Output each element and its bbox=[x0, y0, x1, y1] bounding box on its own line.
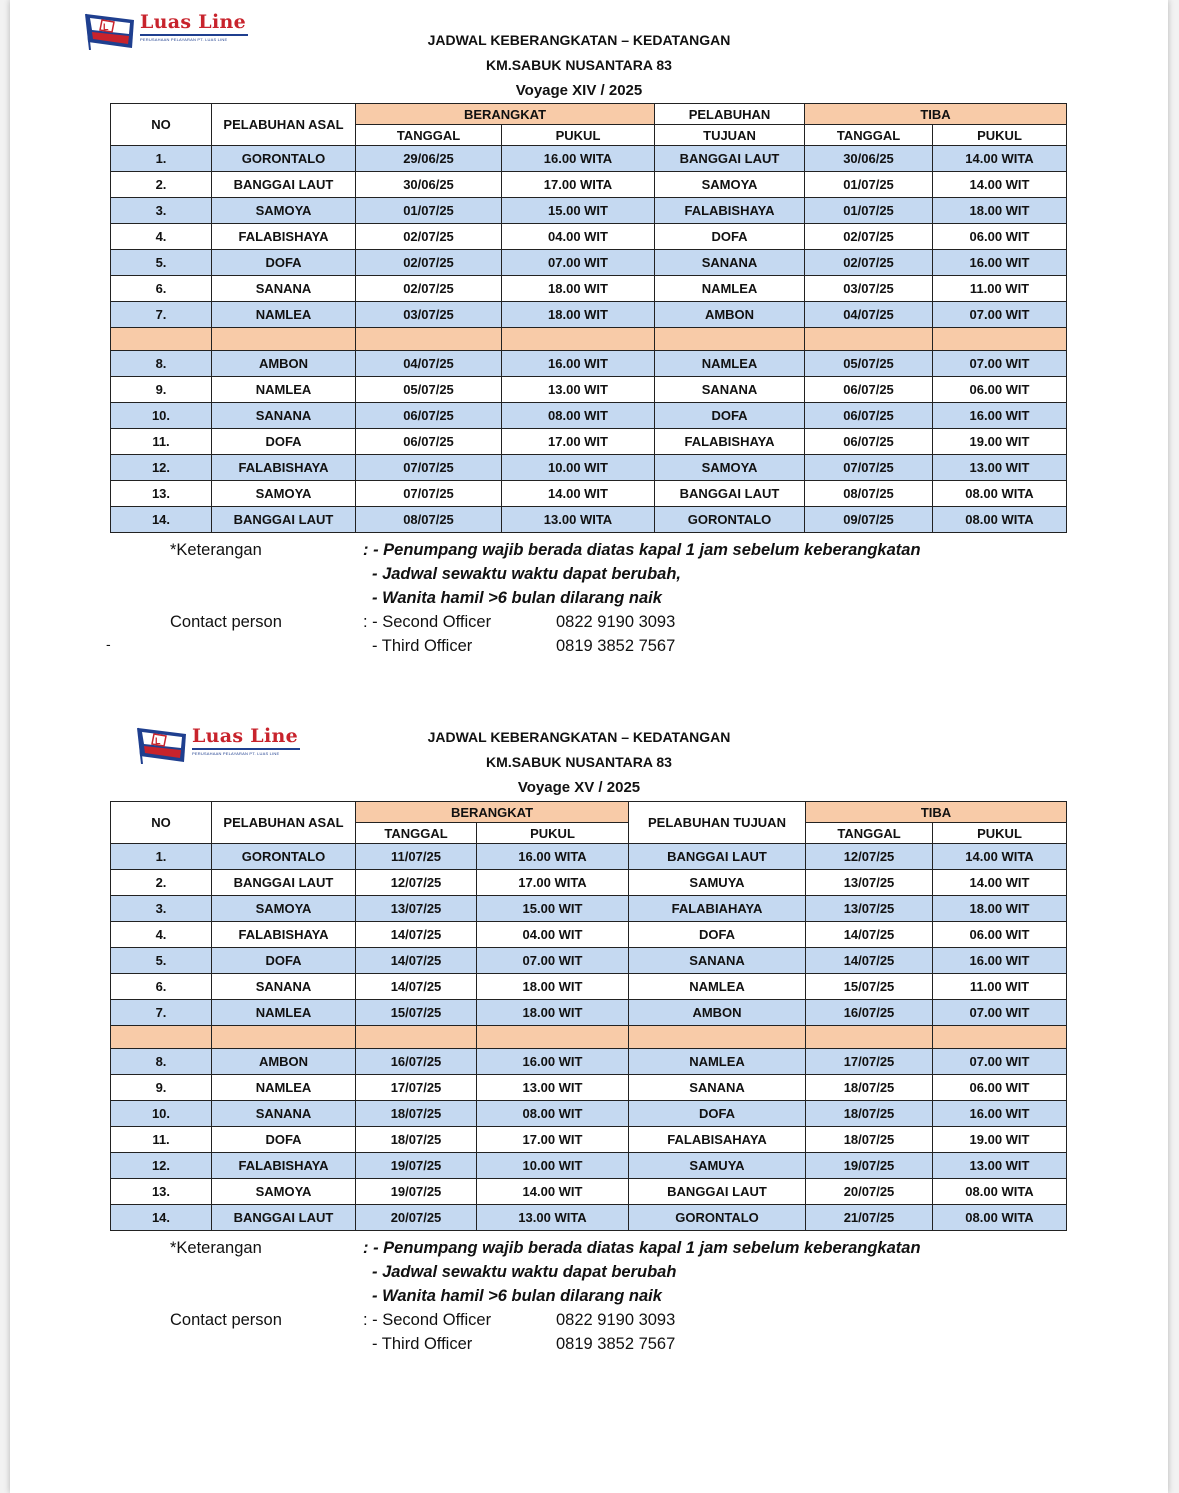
table-row bbox=[111, 198, 1067, 224]
cell-no: 4. bbox=[111, 922, 212, 948]
col-header-arr-date: TANGGAL bbox=[806, 823, 933, 844]
cell-origin: FALABISHAYA bbox=[212, 455, 356, 481]
cell-arr-date: 06/07/25 bbox=[805, 403, 933, 429]
cell-dep-time: 13.00 WITA bbox=[477, 1205, 629, 1231]
cell-dep-date: 07/07/25 bbox=[356, 455, 502, 481]
contact-1-role: : - Second Officer bbox=[363, 613, 492, 631]
cell-no: 3. bbox=[111, 198, 212, 224]
cell-dep-date: 14/07/25 bbox=[356, 922, 477, 948]
cell-dep-date: 04/07/25 bbox=[356, 351, 502, 377]
col-header-dest: PELABUHAN TUJUAN bbox=[629, 802, 806, 844]
contact-1-phone: 0822 9190 3093 bbox=[556, 613, 676, 631]
cell-origin: GORONTALO bbox=[212, 844, 356, 870]
schedule-rows-return bbox=[111, 351, 1067, 533]
cell-arr-date: 18/07/25 bbox=[806, 1101, 933, 1127]
cell-arr-time: 14.00 WIT bbox=[933, 870, 1067, 896]
cell-arr-date: 16/07/25 bbox=[806, 1000, 933, 1026]
cell-dep-date: 14/07/25 bbox=[356, 948, 477, 974]
cell-dep-date: 20/07/25 bbox=[356, 1205, 477, 1231]
cell-no: 13. bbox=[111, 481, 212, 507]
contact-2-role: - Third Officer bbox=[372, 637, 473, 655]
cell-no: 6. bbox=[111, 974, 212, 1000]
cell-dep-date: 12/07/25 bbox=[356, 870, 477, 896]
cell-dep-time: 15.00 WIT bbox=[477, 896, 629, 922]
cell-destination: FALABISAHAYA bbox=[629, 1127, 806, 1153]
cell-no: 7. bbox=[111, 302, 212, 328]
voyage-number: Voyage XIV / 2025 bbox=[515, 82, 643, 99]
ship-name: KM.SABUK NUSANTARA 83 bbox=[486, 57, 672, 73]
cell-dep-time: 08.00 WIT bbox=[502, 403, 655, 429]
cell-arr-date: 06/07/25 bbox=[805, 429, 933, 455]
cell-destination: SAMOYA bbox=[655, 455, 805, 481]
cell-arr-date: 19/07/25 bbox=[806, 1153, 933, 1179]
cell-dep-date: 05/07/25 bbox=[356, 377, 502, 403]
table-row bbox=[111, 1101, 1067, 1127]
schedule-separator bbox=[111, 1026, 1067, 1049]
cell-dep-date: 07/07/25 bbox=[356, 481, 502, 507]
table-row bbox=[111, 1000, 1067, 1026]
cell-origin: NAMLEA bbox=[212, 377, 356, 403]
table-row bbox=[111, 224, 1067, 250]
cell-no: 9. bbox=[111, 377, 212, 403]
cell-arr-time: 06.00 WIT bbox=[933, 922, 1067, 948]
cell-no: 1. bbox=[111, 844, 212, 870]
cell-destination: BANGGAI LAUT bbox=[655, 481, 805, 507]
contact-label: Contact person bbox=[170, 613, 282, 631]
stray-dash: - bbox=[106, 636, 111, 652]
cell-dep-time: 13.00 WIT bbox=[477, 1075, 629, 1101]
cell-arr-time: 06.00 WIT bbox=[933, 1075, 1067, 1101]
cell-dep-time: 13.00 WITA bbox=[502, 507, 655, 533]
cell-dep-time: 17.00 WIT bbox=[477, 1127, 629, 1153]
cell-dep-time: 10.00 WIT bbox=[477, 1153, 629, 1179]
cell-dep-date: 29/06/25 bbox=[356, 146, 502, 172]
cell-arr-date: 14/07/25 bbox=[806, 922, 933, 948]
cell-dep-time: 07.00 WIT bbox=[502, 250, 655, 276]
cell-arr-time: 16.00 WIT bbox=[933, 403, 1067, 429]
col-header-dep-date: TANGGAL bbox=[356, 823, 477, 844]
col-header-origin: PELABUHAN ASAL bbox=[212, 104, 356, 146]
cell-arr-time: 16.00 WIT bbox=[933, 948, 1067, 974]
cell-destination: DOFA bbox=[655, 403, 805, 429]
cell-destination: DOFA bbox=[629, 1101, 806, 1127]
cell-arr-date: 17/07/25 bbox=[806, 1049, 933, 1075]
col-header-dest-top: PELABUHAN bbox=[655, 104, 805, 125]
table-row bbox=[111, 429, 1067, 455]
cell-no: 9. bbox=[111, 1075, 212, 1101]
cell-dep-date: 02/07/25 bbox=[356, 276, 502, 302]
cell-dep-date: 16/07/25 bbox=[356, 1049, 477, 1075]
table-row bbox=[111, 146, 1067, 172]
cell-destination: BANGGAI LAUT bbox=[655, 146, 805, 172]
cell-arr-time: 06.00 WIT bbox=[933, 377, 1067, 403]
cell-arr-date: 18/07/25 bbox=[806, 1127, 933, 1153]
cell-dep-date: 02/07/25 bbox=[356, 250, 502, 276]
cell-arr-date: 04/07/25 bbox=[805, 302, 933, 328]
cell-no: 11. bbox=[111, 429, 212, 455]
table-row bbox=[111, 844, 1067, 870]
cell-no: 14. bbox=[111, 507, 212, 533]
schedule-rows-outbound bbox=[111, 146, 1067, 328]
col-header-dep-date: TANGGAL bbox=[356, 125, 502, 146]
cell-arr-date: 05/07/25 bbox=[805, 351, 933, 377]
cell-destination: GORONTALO bbox=[655, 507, 805, 533]
table-row bbox=[111, 377, 1067, 403]
cell-arr-time: 07.00 WIT bbox=[933, 351, 1067, 377]
cell-arr-time: 13.00 WIT bbox=[933, 455, 1067, 481]
cell-dep-date: 19/07/25 bbox=[356, 1153, 477, 1179]
col-header-arr-time: PUKUL bbox=[933, 823, 1067, 844]
cell-dep-date: 18/07/25 bbox=[356, 1127, 477, 1153]
cell-origin: FALABISHAYA bbox=[212, 1153, 356, 1179]
schedule-title: JADWAL KEBERANGKATAN – KEDATANGAN bbox=[427, 729, 731, 745]
cell-dep-time: 13.00 WIT bbox=[502, 377, 655, 403]
cell-origin: DOFA bbox=[212, 429, 356, 455]
cell-arr-date: 18/07/25 bbox=[806, 1075, 933, 1101]
cell-no: 5. bbox=[111, 948, 212, 974]
cell-dep-date: 19/07/25 bbox=[356, 1179, 477, 1205]
contact-2-phone: 0819 3852 7567 bbox=[556, 1335, 676, 1353]
cell-arr-time: 07.00 WIT bbox=[933, 302, 1067, 328]
cell-origin: DOFA bbox=[212, 948, 356, 974]
cell-dep-date: 11/07/25 bbox=[356, 844, 477, 870]
cell-no: 5. bbox=[111, 250, 212, 276]
col-header-depart: BERANGKAT bbox=[356, 104, 655, 125]
cell-origin: NAMLEA bbox=[212, 1000, 356, 1026]
cell-arr-time: 11.00 WIT bbox=[933, 974, 1067, 1000]
cell-origin: BANGGAI LAUT bbox=[212, 172, 356, 198]
cell-arr-date: 21/07/25 bbox=[806, 1205, 933, 1231]
table-row bbox=[111, 948, 1067, 974]
cell-arr-time: 14.00 WITA bbox=[933, 844, 1067, 870]
cell-dep-time: 14.00 WIT bbox=[502, 481, 655, 507]
document-page bbox=[10, 0, 1168, 1493]
cell-arr-date: 07/07/25 bbox=[805, 455, 933, 481]
cell-no: 12. bbox=[111, 455, 212, 481]
cell-dep-date: 15/07/25 bbox=[356, 1000, 477, 1026]
cell-origin: FALABISHAYA bbox=[212, 922, 356, 948]
cell-no: 8. bbox=[111, 351, 212, 377]
col-header-dest-bottom: TUJUAN bbox=[655, 125, 805, 146]
cell-no: 10. bbox=[111, 1101, 212, 1127]
cell-dep-date: 30/06/25 bbox=[356, 172, 502, 198]
table-row bbox=[111, 922, 1067, 948]
cell-arr-time: 08.00 WITA bbox=[933, 1179, 1067, 1205]
cell-dep-date: 08/07/25 bbox=[356, 507, 502, 533]
note-line-3: - Wanita hamil >6 bulan dilarang naik bbox=[372, 1287, 662, 1305]
svg-text:L: L bbox=[155, 736, 161, 746]
ship-name: KM.SABUK NUSANTARA 83 bbox=[486, 754, 672, 770]
cell-destination: FALABISHAYA bbox=[655, 429, 805, 455]
cell-arr-time: 06.00 WIT bbox=[933, 224, 1067, 250]
cell-origin: GORONTALO bbox=[212, 146, 356, 172]
cell-dep-time: 10.00 WIT bbox=[502, 455, 655, 481]
note-line-1: : - Penumpang wajib berada diatas kapal 1 jam sebelum keberangkatan bbox=[363, 541, 921, 559]
contact-2-phone: 0819 3852 7567 bbox=[556, 637, 676, 655]
note-line-1: : - Penumpang wajib berada diatas kapal 1 jam sebelum keberangkatan bbox=[363, 1239, 921, 1257]
cell-dep-time: 18.00 WIT bbox=[477, 974, 629, 1000]
schedule-separator bbox=[111, 328, 1067, 351]
cell-arr-date: 09/07/25 bbox=[805, 507, 933, 533]
schedule-title: JADWAL KEBERANGKATAN – KEDATANGAN bbox=[427, 32, 731, 48]
cell-arr-time: 13.00 WIT bbox=[933, 1153, 1067, 1179]
cell-arr-time: 14.00 WIT bbox=[933, 172, 1067, 198]
svg-text:L: L bbox=[103, 22, 109, 32]
contact-1-role: : - Second Officer bbox=[363, 1311, 492, 1329]
cell-dep-time: 16.00 WITA bbox=[477, 844, 629, 870]
cell-dep-date: 14/07/25 bbox=[356, 974, 477, 1000]
cell-dep-date: 06/07/25 bbox=[356, 429, 502, 455]
col-header-depart: BERANGKAT bbox=[356, 802, 629, 823]
table-row bbox=[111, 896, 1067, 922]
table-row bbox=[111, 455, 1067, 481]
cell-dep-time: 15.00 WIT bbox=[502, 198, 655, 224]
cell-dep-time: 16.00 WITA bbox=[502, 146, 655, 172]
cell-arr-time: 16.00 WIT bbox=[933, 250, 1067, 276]
cell-dep-time: 16.00 WIT bbox=[502, 351, 655, 377]
cell-destination: NAMLEA bbox=[629, 1049, 806, 1075]
cell-destination: NAMLEA bbox=[655, 351, 805, 377]
cell-dep-time: 14.00 WIT bbox=[477, 1179, 629, 1205]
cell-arr-date: 03/07/25 bbox=[805, 276, 933, 302]
cell-arr-date: 01/07/25 bbox=[805, 172, 933, 198]
cell-no: 2. bbox=[111, 870, 212, 896]
table-row bbox=[111, 1127, 1067, 1153]
cell-origin: BANGGAI LAUT bbox=[212, 1205, 356, 1231]
cell-dep-date: 01/07/25 bbox=[356, 198, 502, 224]
cell-arr-date: 12/07/25 bbox=[806, 844, 933, 870]
cell-dep-date: 03/07/25 bbox=[356, 302, 502, 328]
col-header-arrive: TIBA bbox=[805, 104, 1067, 125]
cell-no: 7. bbox=[111, 1000, 212, 1026]
logo-subtitle: PERUSAHAAN PELAYARAN PT. LUAS LINE bbox=[140, 34, 248, 42]
cell-no: 6. bbox=[111, 276, 212, 302]
cell-destination: SANANA bbox=[629, 1075, 806, 1101]
cell-destination: NAMLEA bbox=[629, 974, 806, 1000]
cell-dep-time: 08.00 WIT bbox=[477, 1101, 629, 1127]
cell-arr-date: 01/07/25 bbox=[805, 198, 933, 224]
cell-origin: BANGGAI LAUT bbox=[212, 507, 356, 533]
cell-dep-time: 16.00 WIT bbox=[477, 1049, 629, 1075]
notes-label: *Keterangan bbox=[170, 541, 262, 559]
cell-dep-date: 02/07/25 bbox=[356, 224, 502, 250]
cell-arr-time: 08.00 WITA bbox=[933, 481, 1067, 507]
col-header-no: NO bbox=[111, 802, 212, 844]
cell-origin: BANGGAI LAUT bbox=[212, 870, 356, 896]
cell-no: 13. bbox=[111, 1179, 212, 1205]
col-header-dep-time: PUKUL bbox=[502, 125, 655, 146]
cell-destination: AMBON bbox=[629, 1000, 806, 1026]
table-row bbox=[111, 870, 1067, 896]
col-header-arrive: TIBA bbox=[806, 802, 1067, 823]
schedule-table bbox=[110, 103, 1067, 533]
cell-origin: DOFA bbox=[212, 250, 356, 276]
cell-arr-time: 08.00 WITA bbox=[933, 507, 1067, 533]
logo-name: Luas Line bbox=[192, 725, 298, 747]
cell-destination: DOFA bbox=[629, 922, 806, 948]
logo-name: Luas Line bbox=[140, 11, 246, 33]
cell-dep-time: 18.00 WIT bbox=[502, 302, 655, 328]
cell-arr-date: 14/07/25 bbox=[806, 948, 933, 974]
note-line-3: - Wanita hamil >6 bulan dilarang naik bbox=[372, 589, 662, 607]
note-line-2: - Jadwal sewaktu waktu dapat berubah bbox=[372, 1263, 677, 1281]
cell-arr-time: 08.00 WITA bbox=[933, 1205, 1067, 1231]
cell-arr-time: 16.00 WIT bbox=[933, 1101, 1067, 1127]
schedule-titles bbox=[10, 28, 1168, 103]
cell-arr-time: 07.00 WIT bbox=[933, 1000, 1067, 1026]
table-row bbox=[111, 351, 1067, 377]
cell-no: 8. bbox=[111, 1049, 212, 1075]
cell-arr-date: 02/07/25 bbox=[805, 224, 933, 250]
table-row bbox=[111, 1179, 1067, 1205]
table-row bbox=[111, 1205, 1067, 1231]
contact-1-phone: 0822 9190 3093 bbox=[556, 1311, 676, 1329]
table-row bbox=[111, 481, 1067, 507]
voyage-number: Voyage XV / 2025 bbox=[517, 779, 641, 796]
cell-origin: SANANA bbox=[212, 1101, 356, 1127]
cell-origin: NAMLEA bbox=[212, 1075, 356, 1101]
cell-origin: SANANA bbox=[212, 276, 356, 302]
table-row bbox=[111, 403, 1067, 429]
schedule-block-2 bbox=[10, 698, 1168, 1398]
contact-2-role: - Third Officer bbox=[372, 1335, 473, 1353]
table-row bbox=[111, 1075, 1067, 1101]
table-row bbox=[111, 1153, 1067, 1179]
col-header-origin: PELABUHAN ASAL bbox=[212, 802, 356, 844]
cell-destination: BANGGAI LAUT bbox=[629, 1179, 806, 1205]
cell-no: 12. bbox=[111, 1153, 212, 1179]
cell-origin: AMBON bbox=[212, 1049, 356, 1075]
cell-dep-time: 07.00 WIT bbox=[477, 948, 629, 974]
cell-dep-time: 17.00 WITA bbox=[477, 870, 629, 896]
table-row bbox=[111, 507, 1067, 533]
cell-origin: AMBON bbox=[212, 351, 356, 377]
cell-origin: DOFA bbox=[212, 1127, 356, 1153]
table-row bbox=[111, 974, 1067, 1000]
cell-origin: FALABISHAYA bbox=[212, 224, 356, 250]
cell-destination: SANANA bbox=[655, 250, 805, 276]
cell-destination: SAMUYA bbox=[629, 870, 806, 896]
cell-arr-time: 14.00 WITA bbox=[933, 146, 1067, 172]
table-row bbox=[111, 250, 1067, 276]
cell-destination: SAMOYA bbox=[655, 172, 805, 198]
cell-no: 14. bbox=[111, 1205, 212, 1231]
cell-no: 3. bbox=[111, 896, 212, 922]
cell-origin: SANANA bbox=[212, 403, 356, 429]
notes-label: *Keterangan bbox=[170, 1239, 262, 1257]
cell-destination: SAMUYA bbox=[629, 1153, 806, 1179]
logo-subtitle: PERUSAHAAN PELAYARAN PT. LUAS LINE bbox=[192, 748, 300, 756]
table-row bbox=[111, 302, 1067, 328]
cell-destination: BANGGAI LAUT bbox=[629, 844, 806, 870]
cell-destination: FALABISHAYA bbox=[655, 198, 805, 224]
cell-arr-date: 06/07/25 bbox=[805, 377, 933, 403]
cell-dep-time: 18.00 WIT bbox=[502, 276, 655, 302]
schedule-rows-return bbox=[111, 1049, 1067, 1231]
cell-arr-date: 15/07/25 bbox=[806, 974, 933, 1000]
cell-dep-time: 04.00 WIT bbox=[477, 922, 629, 948]
cell-no: 4. bbox=[111, 224, 212, 250]
cell-no: 1. bbox=[111, 146, 212, 172]
cell-dep-time: 17.00 WIT bbox=[502, 429, 655, 455]
cell-arr-date: 30/06/25 bbox=[805, 146, 933, 172]
cell-destination: NAMLEA bbox=[655, 276, 805, 302]
table-row bbox=[111, 1049, 1067, 1075]
cell-arr-time: 18.00 WIT bbox=[933, 896, 1067, 922]
cell-origin: SAMOYA bbox=[212, 896, 356, 922]
cell-origin: SANANA bbox=[212, 974, 356, 1000]
cell-arr-date: 08/07/25 bbox=[805, 481, 933, 507]
cell-arr-date: 02/07/25 bbox=[805, 250, 933, 276]
cell-dep-time: 17.00 WITA bbox=[502, 172, 655, 198]
cell-destination: DOFA bbox=[655, 224, 805, 250]
schedule-block-1 bbox=[10, 0, 1168, 680]
cell-dep-date: 18/07/25 bbox=[356, 1101, 477, 1127]
cell-arr-time: 07.00 WIT bbox=[933, 1049, 1067, 1075]
cell-destination: GORONTALO bbox=[629, 1205, 806, 1231]
cell-arr-date: 13/07/25 bbox=[806, 896, 933, 922]
cell-destination: SANANA bbox=[655, 377, 805, 403]
col-header-arr-time: PUKUL bbox=[933, 125, 1067, 146]
cell-destination: SANANA bbox=[629, 948, 806, 974]
cell-destination: FALABIAHAYA bbox=[629, 896, 806, 922]
cell-no: 10. bbox=[111, 403, 212, 429]
table-row bbox=[111, 172, 1067, 198]
table-row bbox=[111, 276, 1067, 302]
cell-origin: SAMOYA bbox=[212, 481, 356, 507]
schedule-titles bbox=[10, 725, 1168, 800]
cell-arr-date: 13/07/25 bbox=[806, 870, 933, 896]
schedule-rows-outbound bbox=[111, 844, 1067, 1026]
cell-no: 11. bbox=[111, 1127, 212, 1153]
cell-dep-date: 13/07/25 bbox=[356, 896, 477, 922]
cell-arr-time: 11.00 WIT bbox=[933, 276, 1067, 302]
cell-dep-date: 17/07/25 bbox=[356, 1075, 477, 1101]
note-line-2: - Jadwal sewaktu waktu dapat berubah, bbox=[372, 565, 681, 583]
col-header-dep-time: PUKUL bbox=[477, 823, 629, 844]
schedule-table bbox=[110, 801, 1067, 1231]
cell-dep-date: 06/07/25 bbox=[356, 403, 502, 429]
cell-arr-time: 19.00 WIT bbox=[933, 429, 1067, 455]
col-header-arr-date: TANGGAL bbox=[805, 125, 933, 146]
cell-origin: SAMOYA bbox=[212, 198, 356, 224]
cell-origin: SAMOYA bbox=[212, 1179, 356, 1205]
contact-label: Contact person bbox=[170, 1311, 282, 1329]
cell-origin: NAMLEA bbox=[212, 302, 356, 328]
col-header-no: NO bbox=[111, 104, 212, 146]
cell-dep-time: 04.00 WIT bbox=[502, 224, 655, 250]
cell-no: 2. bbox=[111, 172, 212, 198]
cell-dep-time: 18.00 WIT bbox=[477, 1000, 629, 1026]
cell-destination: AMBON bbox=[655, 302, 805, 328]
cell-arr-date: 20/07/25 bbox=[806, 1179, 933, 1205]
cell-arr-time: 19.00 WIT bbox=[933, 1127, 1067, 1153]
cell-arr-time: 18.00 WIT bbox=[933, 198, 1067, 224]
